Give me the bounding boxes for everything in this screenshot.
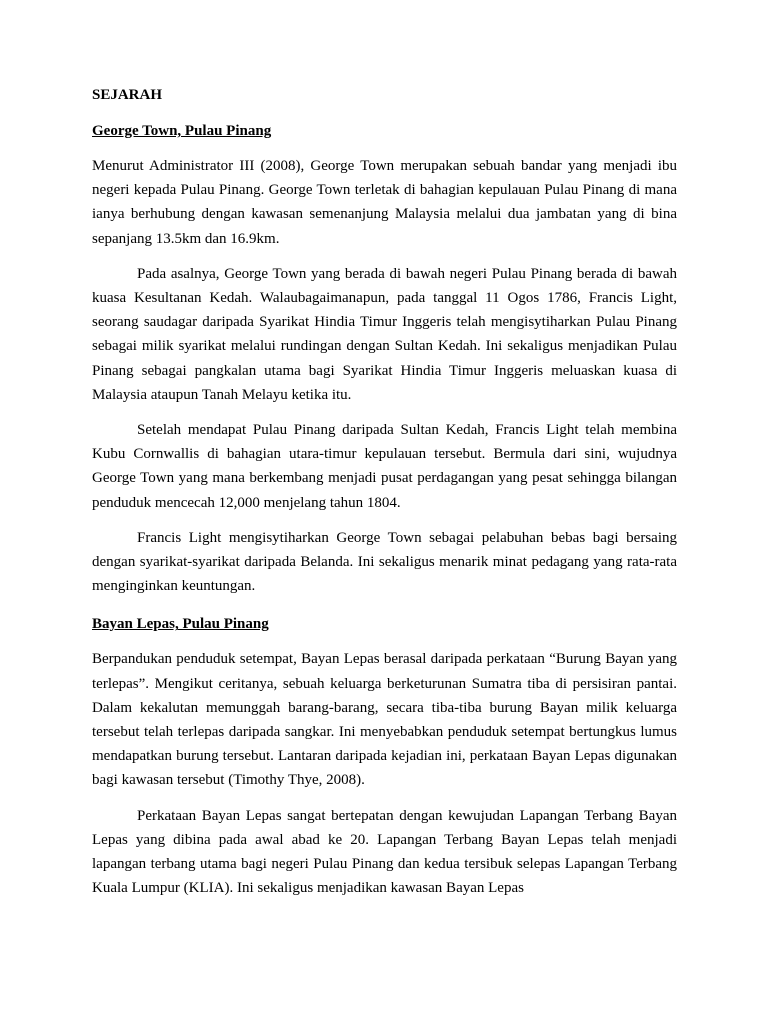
paragraph: Perkataan Bayan Lepas sangat bertepatan dengan kewujudan Lapangan Terbang Bayan Lepas yang dibina pada awal abad ke 20. Lapangan Terbang Bayan Lepas telah menjadi lapangan terbang utama bagi negeri Pulau Pinang dan kedua tersibuk selepas Lapangan Terbang Kuala Lumpur (KLIA). Ini sekaligus menjadikan kawasan Bayan Lepas [92, 807, 677, 897]
paragraph: Setelah mendapat Pulau Pinang daripada Sultan Kedah, Francis Light telah membina Kubu Cornwallis di bahagian utara-timur kepulauan tersebut. Bermula dari sini, wujudnya George Town yang mana berkembang menjadi pusat perdagangan yang pesat sehingga bilangan penduduk mencecah 12,000 menjelang tahun 1804. [92, 422, 677, 511]
paragraph: Berpandukan penduduk setempat, Bayan Lepas berasal daripada perkataan “Burung Bayan yang terlepas”. Mengikut ceritanya, sebuah keluarga berketurunan Sumatra tiba di persisiran pantai. Dalam kekalutan memunggah barang-barang, secara tiba-tiba burung Bayan milik keluarga tersebut telah terlepas daripada sangkar. Ini menyebabkan penduduk setempat bertungkus lumus mendapatkan burung tersebut. Lantaran daripada kejadian ini, perkataan Bayan Lepas digunakan bagi kawasan tersebut (Timothy Thye, 2008). [92, 651, 677, 789]
paragraph: Pada asalnya, George Town yang berada di bawah negeri Pulau Pinang berada di bawah kuasa Kesultanan Kedah. Walaubagaimanapun, pada tanggal 11 Ogos 1786, Francis Light, seorang saudagar daripada Syarikat Hindia Timur Inggeris telah mengisytiharkan Pulau Pinang sebagai milik syarikat melalui rundingan dengan Sultan Kedah. Ini sekaligus menjadikan Pulau Pinang sebagai pangkalan utama bagi Syarikat Hindia Timur Inggeris meluaskan kuasa di Malaysia ataupun Tanah Melayu ketika itu. [92, 265, 677, 403]
paragraph: Menurut Administrator III (2008), George Town merupakan sebuah bandar yang menjadi ibu negeri kepada Pulau Pinang. George Town terletak di bahagian kepulauan Pulau Pinang di mana ianya berhubung dengan kawasan semenanjung Malaysia melalui dua jambatan yang di bina sepanjang 13.5km dan 16.9km. [92, 158, 677, 247]
section-bayan-lepas [92, 612, 677, 900]
section-heading-bayan-lepas: Bayan Lepas, Pulau Pinang [92, 616, 269, 633]
document-page [92, 83, 677, 911]
paragraph: Francis Light mengisytiharkan George Town sebagai pelabuhan bebas bagi bersaing dengan syarikat-syarikat daripada Belanda. Ini sekaligus menarik minat pedagang yang rata-rata menginginkan keuntungan. [92, 529, 677, 595]
section-george-town [92, 119, 677, 598]
document-title: SEJARAH [92, 87, 163, 103]
section-heading-george-town: George Town, Pulau Pinang [92, 123, 272, 139]
